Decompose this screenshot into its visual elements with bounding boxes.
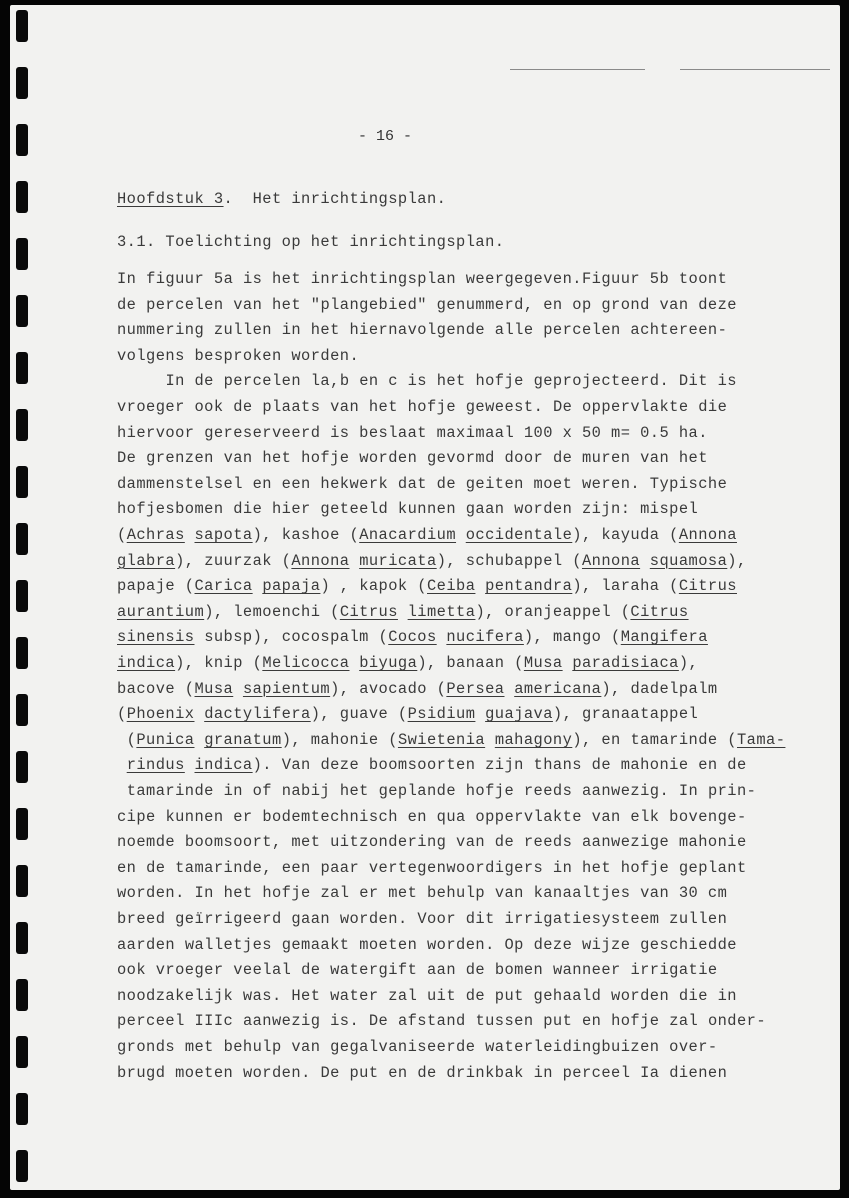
text-line: hofjesbomen die hier geteeld kunnen gaan worden zijn: mispel [117,500,699,519]
species-name: glabra [117,551,176,570]
species-name: Citrus [678,577,737,596]
species-name: guajava [485,705,553,724]
binder-hole [16,865,28,897]
text-line: De grenzen van het hofje worden gevormd door de muren van het [117,449,708,468]
text-line: en de tamarinde, een paar vertegenwoordigers in het hofje geplant [117,858,747,877]
text-line: aarden walletjes gemaakt moeten worden. Op deze wijze geschiedde [117,935,737,954]
species-name: Citrus [630,602,689,621]
page-number: - 16 - [358,128,413,145]
species-name: Musa [194,679,234,698]
text-line: gronds met behulp van gegalvaniseerde waterleidingbuizen over- [117,1038,718,1056]
binder-hole [16,238,28,270]
species-name: Annona [581,551,641,570]
species-name: Carica [194,577,253,596]
text-line: cipe kunnen er bodemtechnisch en qua oppervlakte van elk bovenge- [117,807,747,826]
binder-hole [16,10,28,42]
text-line: (Punica granatum), mahonie (Swietenia mahagony), en tamarinde (Tama- [117,730,786,749]
binder-hole [16,67,28,99]
species-name: Musa [523,654,563,672]
text-line: breed geïrrigeerd gaan worden. Voor dit irrigatiesysteem zullen [117,910,728,928]
text-line: brugd moeten worden. De put en de drinkbak in perceel Ia dienen [117,1063,728,1082]
text-line: rindus indica). Van deze boomsoorten zijn thans de mahonie en de [126,756,747,775]
binder-hole [16,751,28,783]
binder-hole [16,694,28,726]
species-name: Ceiba [427,577,476,596]
binder-hole [16,580,28,612]
text-line: tamarinde in of nabij het geplande hofje reeds aanwezig. In prin- [126,782,757,800]
species-name: dactylifera [204,705,311,724]
binder-hole [16,1093,28,1125]
species-name: sapientum [242,679,331,698]
binder-hole [16,1150,28,1182]
chapter-heading [117,190,446,208]
species-name: biyuga [359,654,418,672]
text-line: noodzakelijk was. Het water zal uit de put gehaald worden die in [117,986,737,1005]
species-name: occidentale [465,526,573,544]
text-line: glabra), zuurzak (Annona muricata), schubappel (Annona squamosa), [117,551,747,570]
species-name: sinensis [117,628,195,647]
binder-hole [16,637,28,669]
species-name: papaja [262,577,321,596]
text-line: indica), knip (Melicocca biyuga), banaan (Musa paradisiaca), [117,654,699,672]
species-name: mahagony [494,730,573,749]
species-name: paradisiaca [572,654,679,672]
species-name: Citrus [339,602,398,621]
species-name: limetta [407,602,476,621]
binder-hole [16,409,28,441]
species-name: Melicocca [262,654,350,672]
binder-hole [16,922,28,954]
species-name: Anacardium [359,526,457,544]
binder-hole [16,808,28,840]
text-line: volgens besproken worden. [117,346,360,365]
species-name: rindus [126,756,185,775]
text-line: perceel IIIc aanwezig is. De afstand tussen put en hofje zal onder- [117,1012,767,1031]
binder-hole [16,1036,28,1068]
text-line: ook vroeger veelal de watergift aan de bomen wanneer irrigatie [117,961,718,980]
species-name: Achras [126,526,185,544]
text-line: (Phoenix dactylifera), guave (Psidium guajava), granaatappel [117,705,699,724]
species-name: Mangifera [620,628,708,647]
text-line: sinensis subsp), cocospalm (Cocos nucifera), mango (Mangifera [117,628,708,647]
binder-hole [16,352,28,384]
species-name: pentandra [485,577,573,596]
chapter-label: Hoofdstuk 3 [117,190,224,208]
species-name: Annona [291,551,350,570]
text-line: hiervoor gereserveerd is beslaat maximaal 100 x 50 m= 0.5 ha. [117,423,708,442]
chapter-title: . Het inrichtingsplan. [223,190,447,208]
species-name: Psidium [407,705,476,724]
species-name: indica [117,654,176,672]
text-line: aurantium), lemoenchi (Citrus limetta), oranjeappel (Citrus [117,602,689,621]
text-line: worden. In het hofje zal er met behulp van kanaaltjes van 30 cm [117,884,728,903]
text-line: nummering zullen in het hiernavolgende alle percelen achtereen- [117,321,728,340]
species-name: aurantium [117,602,205,621]
top-rule-right [680,69,830,70]
species-name: muricata [359,551,437,570]
binder-hole [16,466,28,498]
species-name: squamosa [649,551,728,570]
species-name: granatum [204,730,282,749]
binder-hole [16,181,28,213]
text-line: (Achras sapota), kashoe (Anacardium occidentale), kayuda (Annona [117,526,737,544]
species-name: Annona [678,526,737,544]
species-name: Phoenix [126,705,195,724]
binder-hole [16,124,28,156]
text-line: dammenstelsel en een hekwerk dat de geiten moet weren. Typische [117,474,728,493]
section-heading: 3.1. Toelichting op het inrichtingsplan. [117,233,505,251]
species-name: Persea [446,679,505,698]
text-line: bacove (Musa sapientum), avocado (Persea americana), dadelpalm [117,679,718,698]
binder-hole [16,523,28,555]
text-line: In figuur 5a is het inrichtingsplan weergegeven.Figuur 5b toont [117,270,728,288]
species-name: nucifera [446,628,524,647]
species-name: indica [194,756,253,775]
binder-hole [16,979,28,1011]
species-name: Swietenia [397,730,486,749]
text-line: In de percelen la,b en c is het hofje geprojecteerd. Dit is [165,372,737,391]
text-line: papaje (Carica papaja) , kapok (Ceiba pentandra), laraha (Citrus [117,577,737,596]
species-name: americana [514,679,602,698]
text-line: noemde boomsoort, met uitzondering van de reeds aanwezige mahonie [117,833,747,852]
top-rule-left [510,69,645,70]
binder-hole [16,295,28,327]
text-line: vroeger ook de plaats van het hofje geweest. De oppervlakte die [117,398,728,416]
species-name: Cocos [388,628,437,647]
species-name: sapota [194,526,253,544]
text-line: de percelen van het "plangebied" genummerd, en op grond van deze [117,295,737,314]
species-name: Punica [136,730,195,749]
species-name: Tama- [737,730,786,749]
